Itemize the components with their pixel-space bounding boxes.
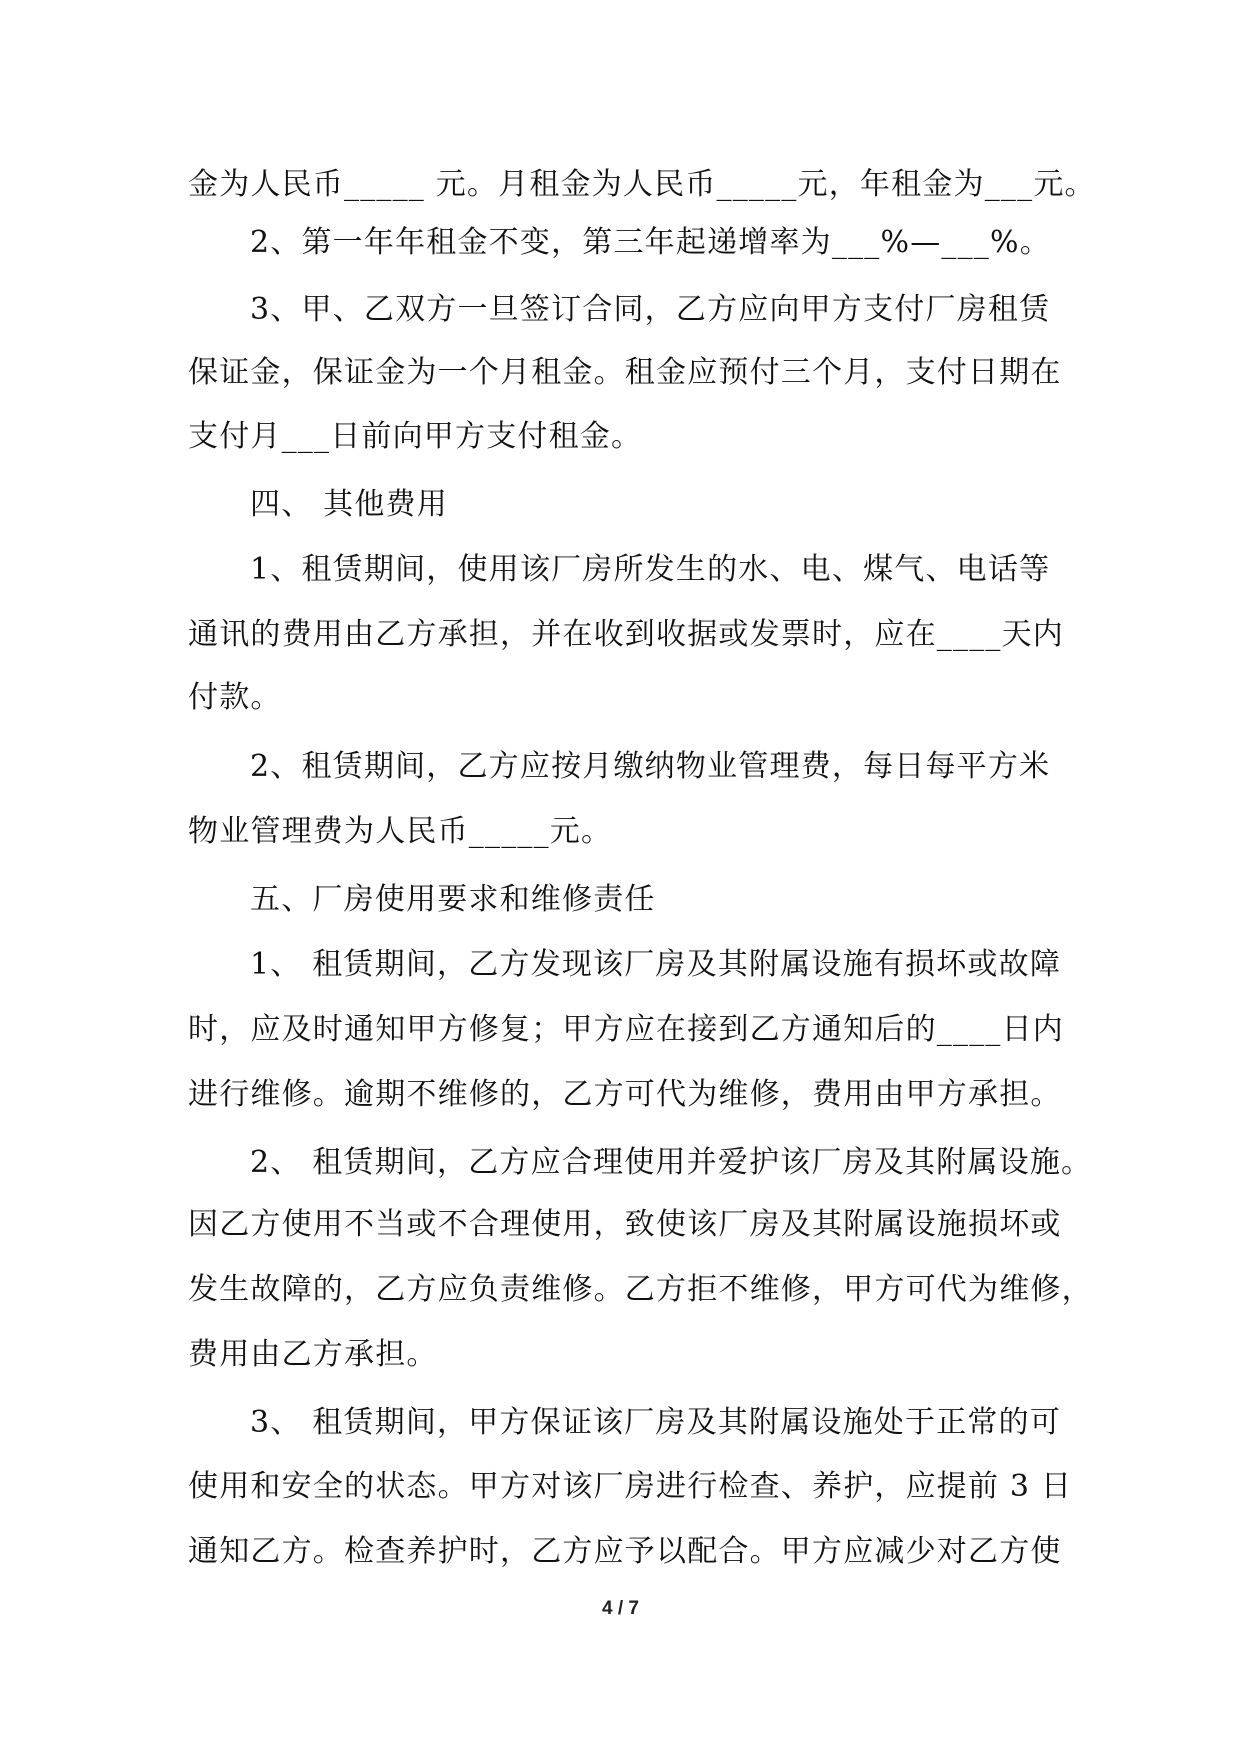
text-line-17: 因乙方使用不当或不合理使用，致使该厂房及其附属设施损坏或 xyxy=(188,1207,1062,1242)
text-line-16: 2、 租赁期间，乙方应合理使用并爱护该厂房及其附属设施。 xyxy=(250,1145,1093,1180)
text-line-8: 通讯的费用由乙方承担，并在收到收据或发票时，应在____天内 xyxy=(188,617,1064,652)
text-line-19: 费用由乙方承担。 xyxy=(188,1337,438,1372)
text-line-5: 支付月___日前向甲方支付租金。 xyxy=(188,419,643,454)
text-line-20: 3、 租赁期间，甲方保证该厂房及其附属设施处于正常的可 xyxy=(250,1405,1062,1440)
text-line-2: 2、第一年年租金不变，第三年起递增率为___%—___%。 xyxy=(250,225,1051,260)
section-heading-5: 五、厂房使用要求和维修责任 xyxy=(250,882,656,917)
page-number: 4 / 7 xyxy=(602,1598,639,1619)
text-line-1: 金为人民币_____ 元。月租金为人民币_____元，年租金为___元。 xyxy=(188,167,1096,202)
text-line-13: 1、 租赁期间，乙方发现该厂房及其附属设施有损坏或故障 xyxy=(250,947,1062,982)
text-line-3: 3、甲、乙双方一旦签订合同，乙方应向甲方支付厂房租赁 xyxy=(250,292,1051,327)
text-line-15: 进行维修。逾期不维修的，乙方可代为维修，费用由甲方承担。 xyxy=(188,1077,1062,1112)
text-line-10: 2、租赁期间，乙方应按月缴纳物业管理费，每日每平方米 xyxy=(250,749,1051,784)
text-line-11: 物业管理费为人民币_____元。 xyxy=(188,814,613,849)
text-line-9: 付款。 xyxy=(188,680,282,715)
text-line-7: 1、租赁期间，使用该厂房所发生的水、电、煤气、电话等 xyxy=(250,552,1051,587)
text-line-22: 通知乙方。检查养护时，乙方应予以配合。甲方应减少对乙方使 xyxy=(188,1534,1062,1569)
section-heading-4: 四、 其他费用 xyxy=(250,487,448,522)
text-line-14: 时，应及时通知甲方修复；甲方应在接到乙方通知后的____日内 xyxy=(188,1012,1064,1047)
text-line-21: 使用和安全的状态。甲方对该厂房进行检查、养护，应提前 3 日 xyxy=(188,1469,1073,1504)
text-line-18: 发生故障的，乙方应负责维修。乙方拒不维修，甲方可代为维修， xyxy=(188,1272,1093,1307)
text-line-4: 保证金，保证金为一个月租金。租金应预付三个月，支付日期在 xyxy=(188,355,1062,390)
